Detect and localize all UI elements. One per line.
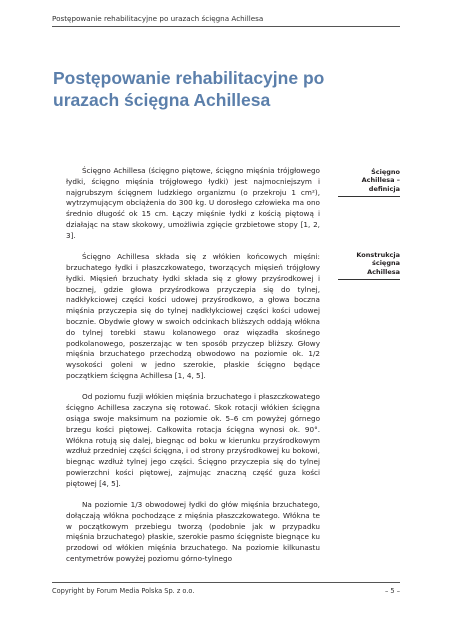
page-title: Postępowanie rehabilitacyjne po urazach ścięgna Achillesa [53,68,325,110]
margin-note-construction: Konstrukcja ścięgna Achillesa [338,251,400,280]
page-footer [52,582,400,595]
page-number: – 5 – [385,587,400,595]
paragraph-1: Ścięgno Achillesa (ścięgno piętowe, ścięgno mięśnia trójgłowego łydki, ścięgno mięśnia trójgłowego łydki) jest najmocniejszym i najgrubszym ścięgnem ludzkiego organizmu (o przekroju 1 cm²), wytrzymującym obciążenia do 300 kg. U dorosłego człowieka ma ono średnio długość ok 15 cm. Łączy mięśnie łydki z kością piętową i działając na staw skokowy, umożliwia zgięcie grzbietowe stopy [1, 2, 3]. [66,166,320,240]
paragraph-3: Od poziomu fuzji włókien mięśnia brzuchatego i płaszczkowatego ścięgno Achillesa zaczyna się rotować. Skok rotacji włókien ścięgna osiąga swoje maksimum na poziomie ok. 5–6 cm powyżej górnego brzegu kości piętowej. Całkowita rotacja ścięgna wynosi ok. 90°. Włókna rotują się dalej, biegnąc od boku w kierunku przyśrodkowym wzdłuż przedniej części ścięgna, i od strony przyśrodkowej ku bokowi, biegnąc wzdłuż tylnej jego części. Ścięgno przyczepia się do tylnej powierzchni kości piętowej, zajmując znaczną część guza kości piętowej [4, 5]. [66,392,320,488]
margin-note-definition: Ścięgno Achillesa – definicja [338,168,400,197]
paragraph-2: Ścięgno Achillesa składa się z włókien końcowych mięśni: brzuchatego łydki i płaszczkowatego, tworzących mięsień trójgłowy łydki. Mięsień brzuchaty łydki składa się z głowy przyśrodkowej i bocznej, gdzie głowa przyśrodkowa przyczepia się do tylnej, nadkłykciowej części kości udowej przyśrodkowo, a głowa boczna mięśnia przyczepia się do tylnej nadkłykciowej części kości udowej bocznie. Obydwie głowy w swoich odcinkach bliższych oddają włókna do tylnej torebki stawu kolanowego oraz więzadła skośnego podkolanowego, poszerzając w ten sposób przyczep bliższy. Głowy mięśnia brzuchatego przechodzą obwodowo na poziomie ok. 1/2 wysokości goleni w jedno szerokie, płaskie ścięgno będące początkiem ścięgna Achillesa [1, 4, 5]. [66,252,320,380]
copyright-text: Copyright by Forum Media Polska Sp. z o.o. [52,587,195,595]
body-text [66,166,320,575]
running-head: Postępowanie rehabilitacyjne po urazach ścięgna Achillesa [52,14,400,27]
paragraph-4: Na poziomie 1/3 obwodowej łydki do głów mięśnia brzuchatego, dołączają włókna pochodzące z mięśnia płaszczkowatego. Włókna te w początkowym przebiegu tworzą (podobnie jak w przypadku mięśnia brzuchatego) płaskie, szerokie pasmo ścięgniste biegnące ku przodowi od włókien mięśnia brzuchatego. Na poziomie kilkunastu centymetrów powyżej poziomu górno-tylnego [66,500,320,564]
